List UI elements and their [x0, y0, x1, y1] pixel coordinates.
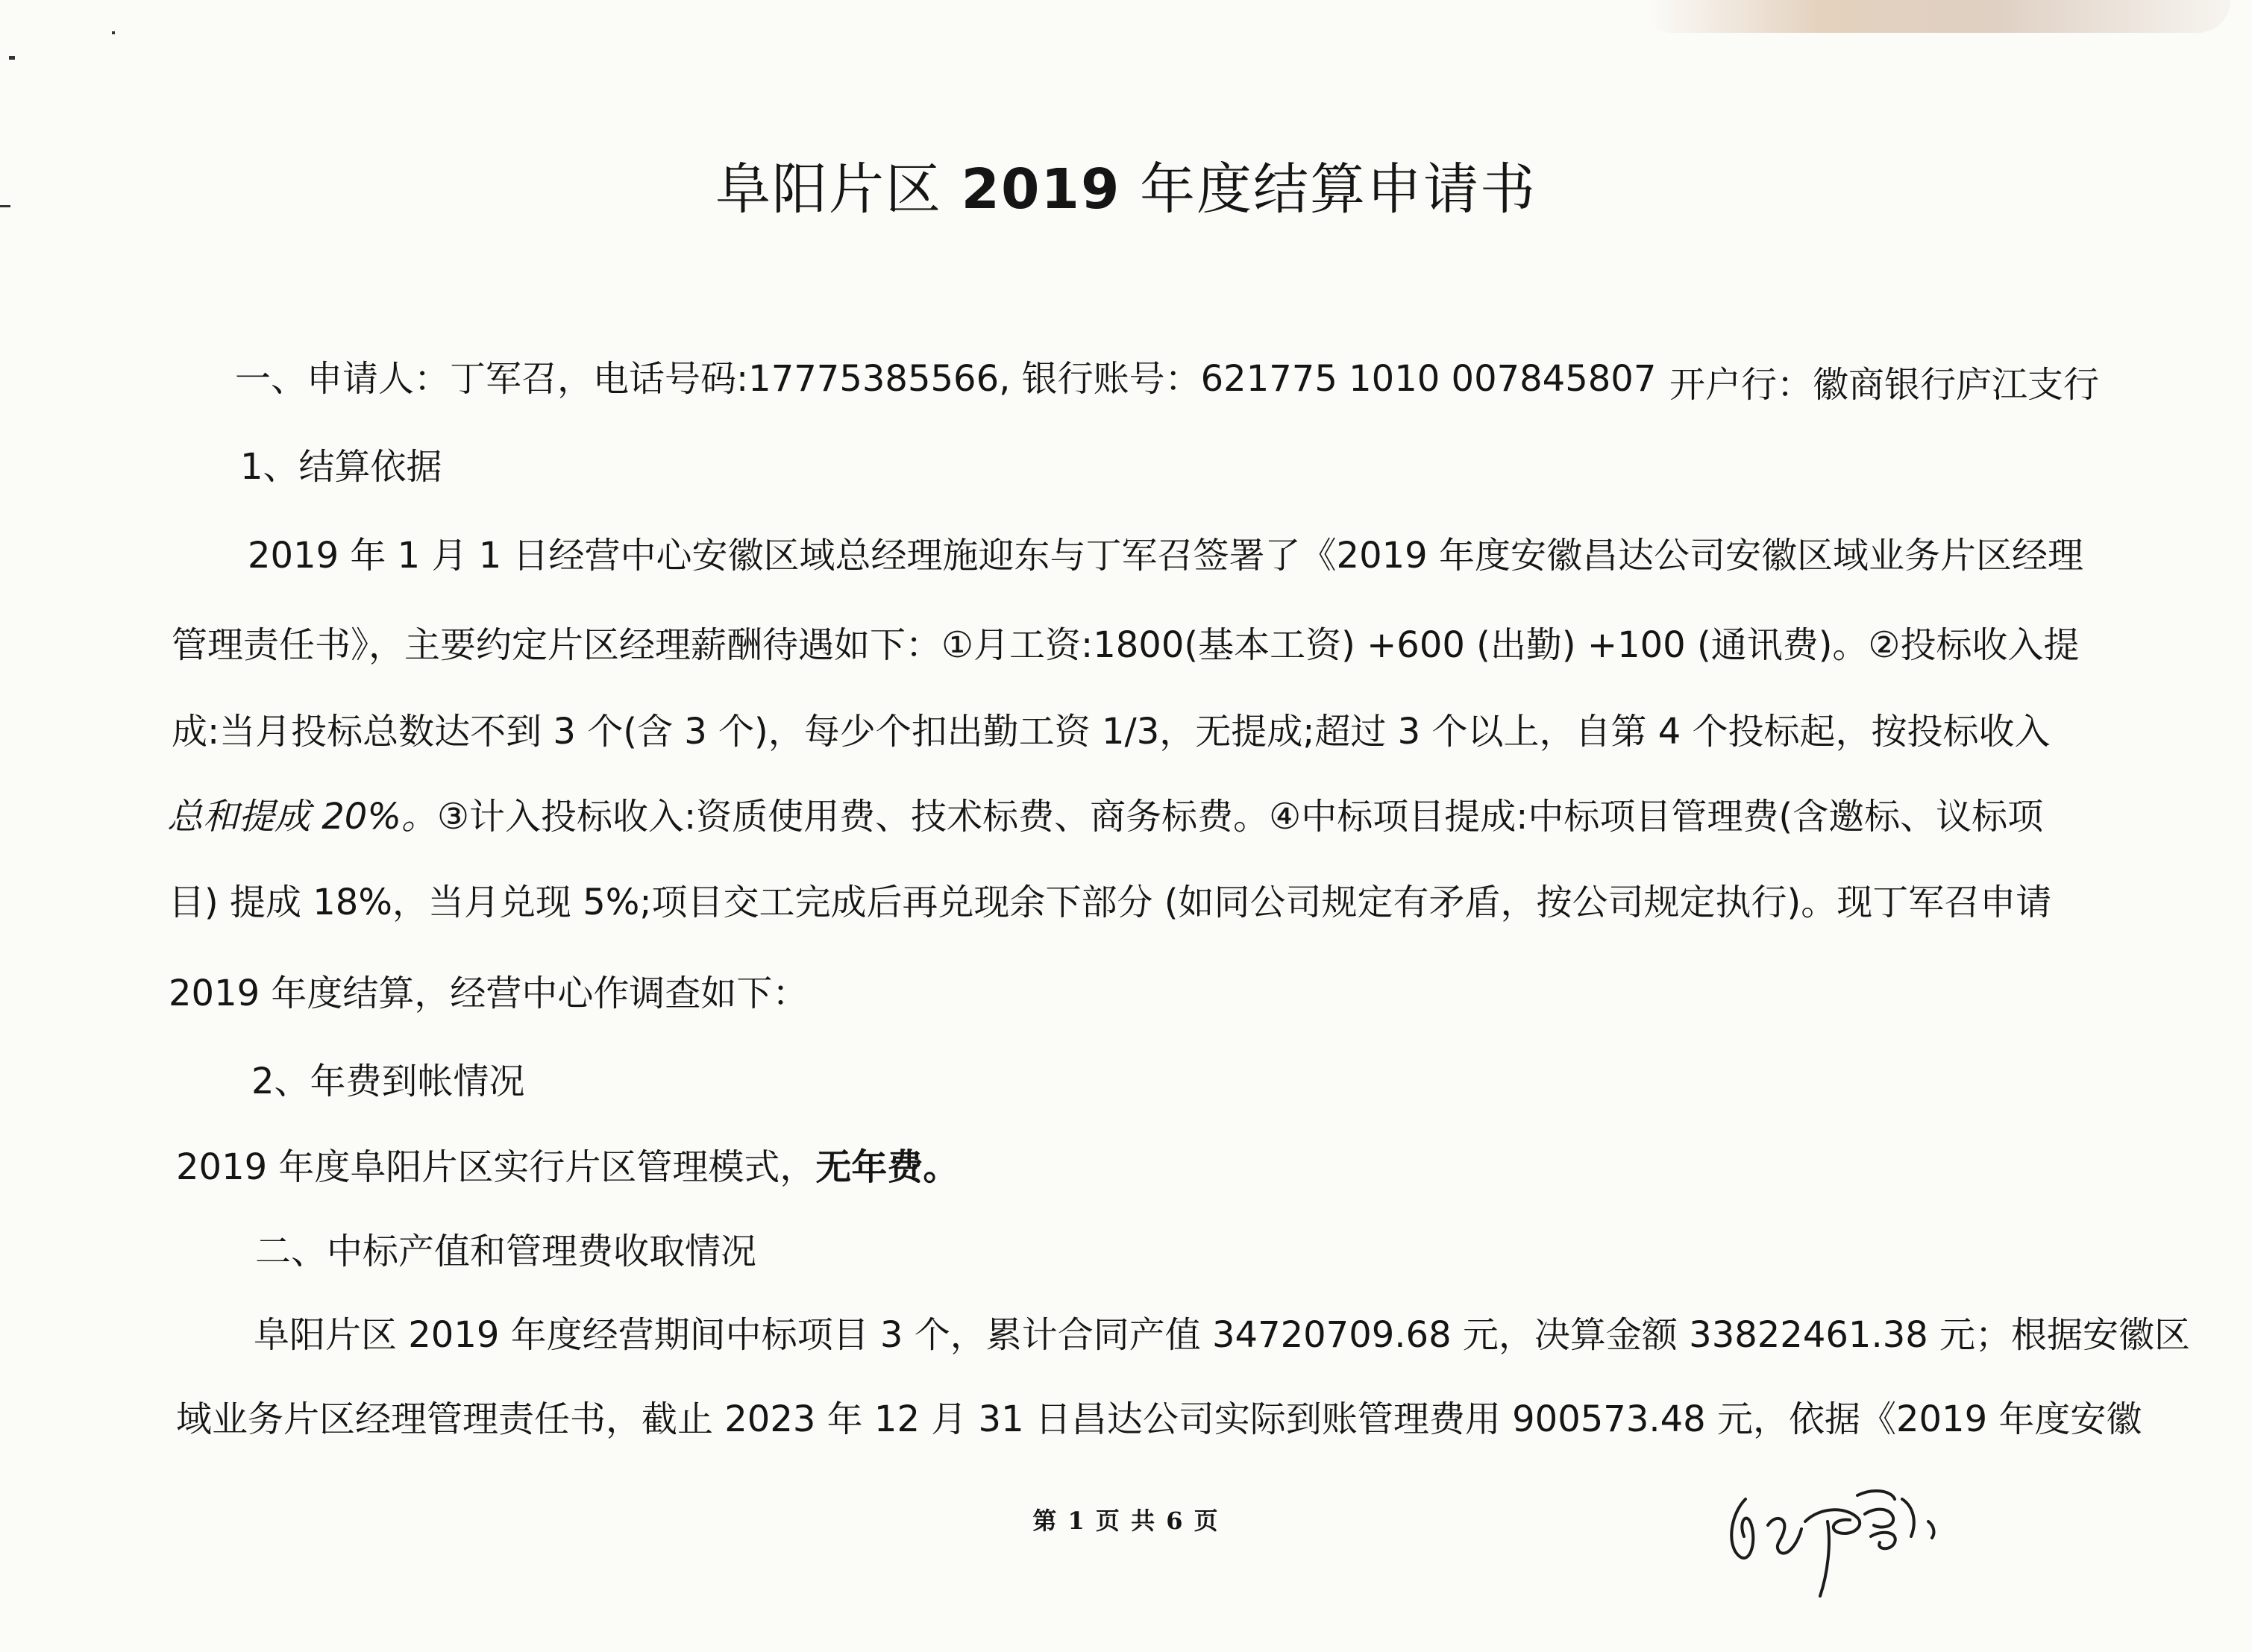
- paragraph-line: [176, 1145, 959, 1190]
- page-footer: 第 1 页 共 6 页: [1032, 1507, 1220, 1535]
- scan-smudge: [1649, 0, 2230, 33]
- italic-text: 总和提成 20%。: [167, 796, 437, 838]
- handwritten-signature: [1716, 1454, 2029, 1604]
- title-prefix: 阜阳片区: [715, 157, 962, 222]
- paragraph-line: 管理责任书》，主要约定片区经理薪酬待遇如下：①月工资:1800(基本工资) +600 (出勤) +100 (通讯费)。②投标收入提: [172, 624, 2080, 666]
- paragraph-line: [167, 794, 2043, 839]
- bank-line: 开户行：徽商银行庐江支行: [1669, 364, 2100, 406]
- paragraph-line: 2019 年 1 月 1 日经营中心安徽区域总经理施迎东与丁军召签署了《2019 年度安徽昌达公司安徽区域业务片区经理: [248, 535, 2083, 577]
- title-suffix: 年度结算申请书: [1120, 157, 1537, 222]
- scan-speck: [9, 56, 15, 60]
- paragraph-line: 域业务片区经理管理责任书，截止 2023 年 12 月 31 日昌达公司实际到账管理费用 900573.48 元，依据《2019 年度安徽: [176, 1398, 2142, 1440]
- applicant-line: 一、申请人：丁军召，电话号码:17775385566, 银行账号：621775 1010 007845807: [235, 358, 1657, 400]
- paragraph-line: 成:当月投标总数达不到 3 个(含 3 个)，每少个扣出勤工资 1/3，无提成;超过 3 个以上，自第 4 个投标起，按投标收入: [172, 711, 2051, 753]
- document-title: [0, 145, 2252, 224]
- bold-text: 无年费。: [815, 1146, 959, 1188]
- section-heading-annual-fee: 2、年费到帐情况: [251, 1061, 525, 1102]
- section-heading-settlement-basis: 1、结算依据: [240, 446, 442, 488]
- scan-speck: [112, 31, 115, 34]
- section-heading-bid-value: 二、中标产值和管理费收取情况: [255, 1231, 757, 1272]
- paragraph-text: ③计入投标收入:资质使用费、技术标费、商务标费。④中标项目提成:中标项目管理费(含邀标、议标项: [436, 796, 2044, 838]
- paragraph-text: 2019 年度阜阳片区实行片区管理模式，: [176, 1146, 816, 1188]
- title-year: 2019: [961, 157, 1121, 222]
- paragraph-line: 阜阳片区 2019 年度经营期间中标项目 3 个，累计合同产值 34720709.68 元，决算金额 33822461.38 元；根据安徽区: [254, 1314, 2191, 1356]
- paragraph-line: 目) 提成 18%，当月兑现 5%;项目交工完成后再兑现余下部分 (如同公司规定有矛盾，按公司规定执行)。现丁军召申请: [169, 882, 2052, 923]
- paragraph-line: 2019 年度结算，经营中心作调查如下：: [169, 973, 809, 1014]
